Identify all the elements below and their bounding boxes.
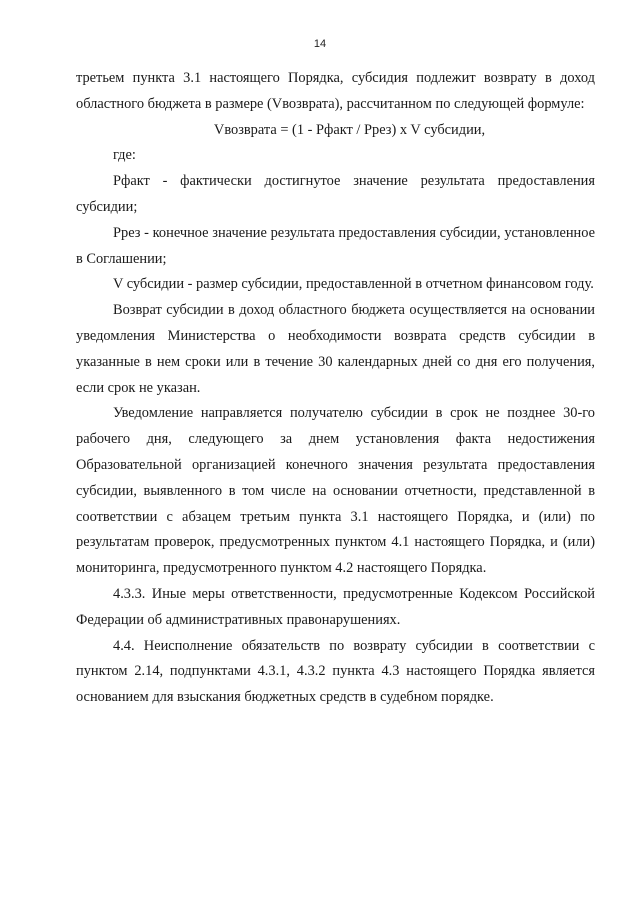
document-body bbox=[76, 66, 595, 711]
paragraph-return: Возврат субсидии в доход областного бюджета осуществляется на основании уведомления Министерства о необходимости возврата средств субсидии в указанные в нем сроки или в течение 30 календарных дней со дня его получения, если срок не указан. bbox=[76, 302, 595, 396]
definition-rfakt: Рфакт - фактически достигнутое значение результата предоставления субсидии; bbox=[76, 173, 595, 215]
definition-vsubs: V субсидии - размер субсидии, предоставленной в отчетном финансовом году. bbox=[113, 276, 594, 293]
formula-where-label: где: bbox=[113, 147, 136, 164]
formula: Vвозврата = (1 - Рфакт / Ррез) x V субсидии, bbox=[213, 121, 486, 138]
paragraph-4-4: 4.4. Неисполнение обязательств по возврату субсидии в соответствии с пунктом 2.14, подпунктами 4.3.1, 4.3.2 пункта 4.3 настоящего Порядка является основанием для взыскания бюджетных средств в судебном порядке. bbox=[76, 637, 595, 706]
page-number: 14 bbox=[313, 38, 327, 50]
definition-rrez: Ррез - конечное значение результата предоставления субсидии, установленное в Соглашении; bbox=[76, 224, 595, 267]
paragraph-4-3-3: 4.3.3. Иные меры ответственности, предусмотренные Кодексом Российской Федерации об административных правонарушениях. bbox=[76, 585, 595, 628]
paragraph-continuation: третьем пункта 3.1 настоящего Порядка, субсидия подлежит возврату в доход областного бюджета в размере (Vвозврата), рассчитанном по следующей формуле: bbox=[76, 70, 595, 112]
paragraph-notice: Уведомление направляется получателю субсидии в срок не позднее 30-го рабочего дня, следующего за днем установления факта недостижения Образовательной организацией конечного значения результата предоставления субсидии, выявленного в том числе на основании отчетности, представленной в соответствии с абзацем третьим пункта 3.1 настоящего Порядка, и (или) по результатам проверок, предусмотренных пунктом 4.1 настоящего Порядка, и (или) мониторинга, предусмотренного пунктом 4.2 настоящего Порядка. bbox=[76, 405, 595, 577]
